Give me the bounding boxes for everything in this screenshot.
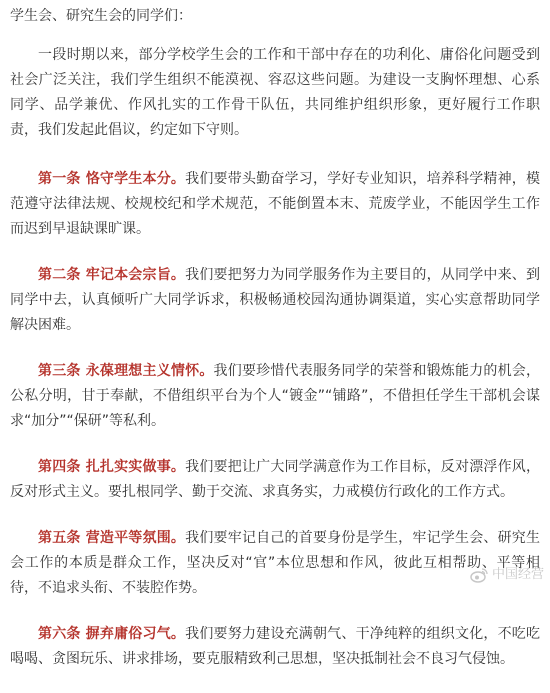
article-heading: 第二条 牢记本会宗旨。 (38, 267, 186, 283)
article-body: 我们要努力建设充满朝气、干净纯粹的组织文化，不吃吃喝喝、贪图玩乐、讲求排场，要克服精致利己思想，坚决抵制社会不良习气侵蚀。 (10, 626, 541, 667)
greeting: 学生会、研究生会的同学们： (10, 8, 192, 24)
document (10, 4, 540, 693)
article-4 (10, 455, 540, 505)
article-3 (10, 359, 540, 434)
article-body: 我们要珍惜代表服务同学的荣誉和锻炼能力的机会，公私分明，甘于奉献，不借组织平台为个人“镀金”“铺路”，不借担任学生干部机会谋求“加分”“保研”等私利。 (10, 363, 541, 429)
intro-paragraph: 一段时期以来，部分学校学生会的工作和干部中存在的功利化、庸俗化问题受到社会广泛关注，我们学生组织不能漠视、容忍这些问题。为建设一支胸怀理想、心系同学、品学兼优、作风扎实的工作骨干队伍，共同维护组织形象，更好履行工作职责，我们发起此倡议，约定如下守则。 (10, 47, 540, 138)
article-6 (10, 622, 540, 672)
article-heading: 第六条 摒弃庸俗习气。 (38, 626, 186, 642)
article-1 (10, 167, 540, 242)
article-heading: 第三条 永葆理想主义情怀。 (38, 363, 214, 379)
article-heading: 第五条 营造平等氛围。 (38, 530, 186, 546)
watermark-text: 中国经营 (491, 567, 544, 582)
article-body: 我们要牢记自己的首要身份是学生，牢记学生会、研究生会工作的本质是群众工作，坚决反对“官”本位思想和作风，彼此互相帮助、平等相待，不追求头衔、不装腔作势。 (10, 530, 541, 596)
article-heading: 第四条 扎扎实实做事。 (38, 459, 186, 475)
weibo-icon (470, 567, 488, 583)
article-2 (10, 263, 540, 338)
article-body: 我们要把让广大同学满意作为工作目标，反对漂浮作风，反对形式主义。要扎根同学、勤于交流、求真务实，力戒模仿行政化的工作方式。 (10, 459, 541, 500)
article-5 (10, 526, 540, 601)
article-body: 我们要把努力为同学服务作为主要目的，从同学中来、到同学中去，认真倾听广大同学诉求，积极畅通校园沟通协调渠道，实心实意帮助同学解决困难。 (10, 267, 541, 333)
article-heading: 第一条 恪守学生本分。 (38, 171, 186, 187)
article-body: 我们要带头勤奋学习，学好专业知识，培养科学精神，模范遵守法律法规、校规校纪和学术规范，不能倒置本末、荒废学业，不能因学生工作而迟到早退缺课旷课。 (10, 171, 541, 237)
watermark (470, 567, 544, 583)
